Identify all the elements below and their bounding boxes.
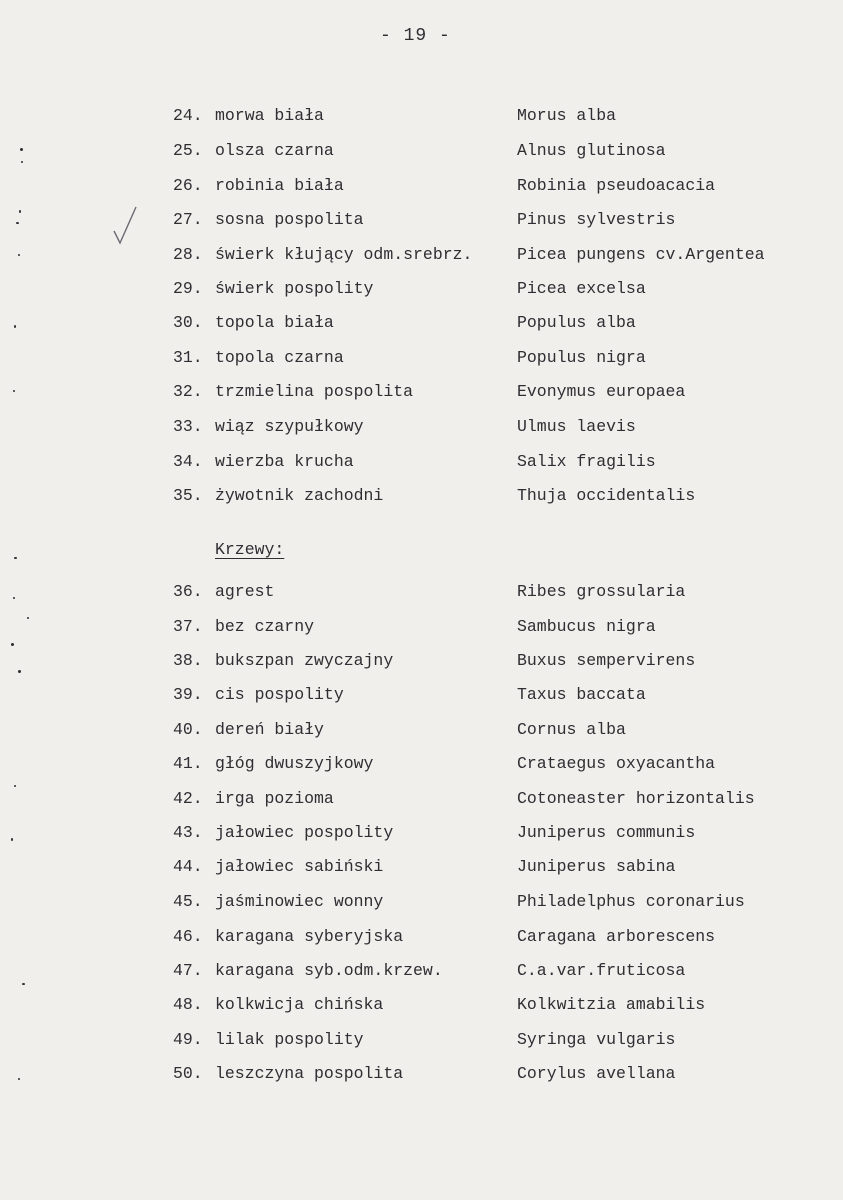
list-item — [0, 174, 843, 198]
binder-hole-mark — [13, 390, 15, 392]
item-number: 24. — [173, 106, 203, 125]
latin-name: Ribes grossularia — [517, 582, 686, 601]
item-number: 30. — [173, 313, 203, 332]
item-number: 42. — [173, 789, 203, 808]
latin-name: Alnus glutinosa — [517, 141, 666, 160]
latin-name: Corylus avellana — [517, 1064, 676, 1083]
polish-name: morwa biała — [215, 106, 324, 125]
list-item — [0, 415, 843, 439]
item-number: 33. — [173, 417, 203, 436]
list-item — [0, 787, 843, 811]
polish-name: topola czarna — [215, 348, 344, 367]
polish-name: wierzba krucha — [215, 452, 354, 471]
item-number: 40. — [173, 720, 203, 739]
list-item — [0, 752, 843, 776]
latin-name: Cornus alba — [517, 720, 626, 739]
latin-name: Cotoneaster horizontalis — [517, 789, 755, 808]
polish-name: agrest — [215, 582, 275, 601]
item-number: 39. — [173, 685, 203, 704]
list-item — [0, 993, 843, 1017]
polish-name: cis pospolity — [215, 685, 344, 704]
latin-name: Salix fragilis — [517, 452, 656, 471]
item-number: 31. — [173, 348, 203, 367]
list-item — [0, 277, 843, 301]
latin-name: Evonymus europaea — [517, 382, 686, 401]
polish-name: świerk kłujący odm.srebrz. — [215, 245, 473, 264]
item-number: 27. — [173, 210, 203, 229]
latin-name: C.a.var.fruticosa — [517, 961, 686, 980]
binder-hole-mark — [18, 670, 21, 673]
latin-name: Pinus sylvestris — [517, 210, 676, 229]
binder-hole-mark — [27, 617, 29, 619]
list-item — [0, 484, 843, 508]
list-item — [0, 311, 843, 335]
binder-hole-mark — [18, 1078, 20, 1080]
list-item — [0, 890, 843, 914]
latin-name: Philadelphus coronarius — [517, 892, 745, 911]
item-number: 47. — [173, 961, 203, 980]
item-number: 37. — [173, 617, 203, 636]
list-item — [0, 450, 843, 474]
polish-name: kolkwicja chińska — [215, 995, 384, 1014]
item-number: 46. — [173, 927, 203, 946]
latin-name: Robinia pseudoacacia — [517, 176, 716, 195]
latin-name: Buxus sempervirens — [517, 651, 696, 670]
latin-name: Populus nigra — [517, 348, 646, 367]
check-mark-icon — [112, 205, 138, 245]
binder-hole-mark — [14, 557, 17, 559]
polish-name: karagana syberyjska — [215, 927, 404, 946]
list-item — [0, 649, 843, 673]
polish-name: irga pozioma — [215, 789, 334, 808]
latin-name: Morus alba — [517, 106, 617, 125]
latin-name: Juniperus communis — [517, 823, 696, 842]
list-item — [0, 718, 843, 742]
latin-name: Caragana arborescens — [517, 927, 716, 946]
binder-hole-mark — [22, 983, 25, 985]
list-item — [0, 855, 843, 879]
latin-name: Syringa vulgaris — [517, 1030, 676, 1049]
page-number: - 19 - — [380, 26, 451, 46]
list-item — [0, 380, 843, 404]
polish-name: olsza czarna — [215, 141, 334, 160]
latin-name: Picea pungens cv.Argentea — [517, 245, 765, 264]
item-number: 35. — [173, 486, 203, 505]
item-number: 25. — [173, 141, 203, 160]
latin-name: Crataegus oxyacantha — [517, 754, 716, 773]
item-number: 28. — [173, 245, 203, 264]
latin-name: Juniperus sabina — [517, 857, 676, 876]
polish-name: robinia biała — [215, 176, 344, 195]
item-number: 45. — [173, 892, 203, 911]
list-item — [0, 139, 843, 163]
polish-name: głóg dwuszyjkowy — [215, 754, 374, 773]
item-number: 32. — [173, 382, 203, 401]
polish-name: trzmielina pospolita — [215, 382, 414, 401]
section-heading: Krzewy: — [215, 540, 285, 559]
polish-name: dereń biały — [215, 720, 324, 739]
item-number: 48. — [173, 995, 203, 1014]
polish-name: bukszpan zwyczajny — [215, 651, 394, 670]
latin-name: Sambucus nigra — [517, 617, 656, 636]
binder-hole-mark — [16, 222, 19, 224]
list-item — [0, 959, 843, 983]
polish-name: leszczyna pospolita — [215, 1064, 404, 1083]
list-item — [0, 346, 843, 370]
list-item — [0, 104, 843, 128]
polish-name: wiąz szypułkowy — [215, 417, 364, 436]
list-item — [0, 683, 843, 707]
binder-hole-mark — [11, 838, 13, 841]
polish-name: topola biała — [215, 313, 334, 332]
item-number: 41. — [173, 754, 203, 773]
binder-hole-mark — [11, 643, 14, 646]
list-item — [0, 1062, 843, 1086]
polish-name: sosna pospolita — [215, 210, 364, 229]
polish-name: jałowiec sabiński — [215, 857, 384, 876]
binder-hole-mark — [19, 210, 21, 213]
item-number: 36. — [173, 582, 203, 601]
list-item — [0, 580, 843, 604]
binder-hole-mark — [14, 325, 16, 328]
item-number: 44. — [173, 857, 203, 876]
latin-name: Thuja occidentalis — [517, 486, 696, 505]
list-item — [0, 821, 843, 845]
polish-name: świerk pospolity — [215, 279, 374, 298]
binder-hole-mark — [20, 148, 23, 151]
item-number: 49. — [173, 1030, 203, 1049]
polish-name: żywotnik zachodni — [215, 486, 384, 505]
item-number: 38. — [173, 651, 203, 670]
polish-name: jałowiec pospolity — [215, 823, 394, 842]
list-item — [0, 615, 843, 639]
binder-hole-mark — [13, 597, 15, 599]
latin-name: Ulmus laevis — [517, 417, 636, 436]
binder-hole-mark — [18, 254, 20, 256]
latin-name: Taxus baccata — [517, 685, 646, 704]
latin-name: Populus alba — [517, 313, 636, 332]
list-item — [0, 1028, 843, 1052]
list-item — [0, 925, 843, 949]
latin-name: Kolkwitzia amabilis — [517, 995, 706, 1014]
item-number: 26. — [173, 176, 203, 195]
list-item — [0, 243, 843, 267]
polish-name: lilak pospolity — [215, 1030, 364, 1049]
polish-name: karagana syb.odm.krzew. — [215, 961, 443, 980]
item-number: 29. — [173, 279, 203, 298]
binder-hole-mark — [21, 161, 23, 163]
polish-name: bez czarny — [215, 617, 315, 636]
item-number: 50. — [173, 1064, 203, 1083]
latin-name: Picea excelsa — [517, 279, 646, 298]
binder-hole-mark — [14, 785, 16, 787]
item-number: 43. — [173, 823, 203, 842]
polish-name: jaśminowiec wonny — [215, 892, 384, 911]
item-number: 34. — [173, 452, 203, 471]
